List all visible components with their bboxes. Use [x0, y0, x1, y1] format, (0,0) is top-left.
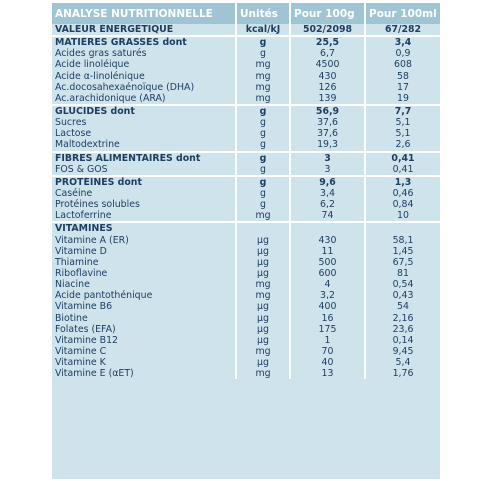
- nutrient-unit: mg: [236, 82, 290, 93]
- nutrient-unit: g: [236, 117, 290, 128]
- nutrient-unit: g: [236, 128, 290, 139]
- header-units: Unités: [236, 3, 290, 24]
- value-per-100ml: 10: [397, 210, 409, 222]
- value-per-100g: 126: [290, 82, 365, 93]
- value-per-100ml: 1,3: [365, 176, 440, 188]
- nutrient-name: Ac.docosahexaénoïque (DHA): [52, 82, 236, 93]
- nutrient-unit: µg: [236, 357, 290, 368]
- nutrient-name: PROTÉINES dont: [52, 176, 236, 188]
- table-row: [52, 105, 440, 117]
- table-row: [52, 222, 440, 234]
- nutrient-unit: g: [236, 105, 290, 117]
- nutrient-name: Vitamine B6: [52, 301, 236, 312]
- value-per-100ml: 3,4: [365, 36, 440, 48]
- table-row: [52, 279, 440, 290]
- nutrient-unit: µg: [236, 246, 290, 257]
- nutrient-name: Acide α-linolénique: [52, 71, 236, 82]
- value-per-100ml: 5,4: [395, 357, 411, 369]
- nutrient-name: Niacine: [52, 279, 236, 290]
- value-per-100ml: 81: [397, 268, 409, 280]
- value-per-100ml: 58: [397, 70, 409, 82]
- nutrient-name: Lactoferrine: [52, 210, 236, 222]
- value-per-100g: 400: [290, 301, 365, 312]
- value-per-100g: 502/2098: [290, 24, 365, 36]
- nutrient-name: Folates (EFA): [52, 324, 236, 335]
- nutrient-unit: µg: [236, 324, 290, 335]
- table-row: [52, 246, 440, 257]
- value-per-100ml: 9,45: [392, 346, 414, 357]
- nutrient-name: Maltodextrine: [52, 139, 236, 151]
- nutrient-unit: mg: [236, 93, 290, 105]
- nutrient-unit: g: [236, 164, 290, 176]
- nutrient-unit: [236, 222, 290, 234]
- table-row: [52, 257, 440, 268]
- nutrient-name: Thiamine: [52, 257, 236, 268]
- value-per-100g: 13: [290, 368, 365, 379]
- table-row: [52, 368, 440, 379]
- table-row: [52, 210, 440, 222]
- value-per-100ml: 2,6: [395, 139, 411, 151]
- value-per-100g: 430: [290, 71, 365, 82]
- value-per-100ml: 0,14: [392, 334, 414, 346]
- value-per-100ml: 19: [397, 92, 409, 104]
- value-per-100g: 4: [290, 279, 365, 290]
- nutrient-unit: g: [236, 48, 290, 59]
- nutrient-unit: g: [236, 199, 290, 210]
- value-per-100ml: 2,16: [392, 312, 414, 324]
- header-analysis: ANALYSE NUTRITIONNELLE: [52, 3, 236, 24]
- nutrient-name: Protéines solubles: [52, 199, 236, 210]
- value-per-100g: 139: [290, 93, 365, 105]
- value-per-100ml: 67,5: [392, 256, 414, 268]
- value-per-100ml: 0,84: [392, 199, 414, 211]
- table-row: [52, 48, 440, 59]
- header-per-100ml: Pour 100ml: [365, 3, 440, 24]
- nutrient-name: VITAMINES: [52, 222, 236, 234]
- nutrient-unit: g: [236, 176, 290, 188]
- nutrient-name: Sucres: [52, 117, 236, 128]
- table-row: [52, 82, 440, 93]
- value-per-100g: 40: [290, 357, 365, 368]
- table-row: [52, 139, 440, 151]
- value-per-100ml: 0,54: [392, 279, 414, 291]
- value-per-100g: 74: [290, 210, 365, 222]
- value-per-100ml: 67/282: [384, 24, 422, 36]
- table-body: [52, 24, 440, 379]
- value-per-100g: 6,7: [290, 48, 365, 59]
- value-per-100ml: 5,1: [395, 117, 411, 129]
- table-row: [52, 268, 440, 279]
- nutrient-name: Biotine: [52, 313, 236, 324]
- nutrient-unit: µg: [236, 335, 290, 346]
- nutrient-unit: g: [236, 139, 290, 151]
- value-per-100ml: 1,76: [392, 368, 414, 380]
- nutrient-name: VALEUR ÉNERGÉTIQUE: [52, 24, 236, 36]
- value-per-100ml: 54: [397, 301, 409, 313]
- value-per-100g: 3: [290, 164, 365, 176]
- value-per-100g: 500: [290, 257, 365, 268]
- nutrient-unit: µg: [236, 313, 290, 324]
- value-per-100ml: 0,43: [392, 290, 414, 302]
- nutrient-unit: g: [236, 188, 290, 199]
- table-row: [52, 152, 440, 164]
- table-row: [52, 117, 440, 128]
- value-per-100g: 25,5: [290, 36, 365, 48]
- value-per-100g: 37,6: [290, 117, 365, 128]
- nutrient-name: Acide pantothénique: [52, 290, 236, 301]
- table-row: [52, 36, 440, 48]
- value-per-100ml: 1,45: [392, 245, 414, 257]
- table-row: [52, 59, 440, 70]
- nutrient-unit: mg: [236, 368, 290, 379]
- value-per-100g: [290, 222, 365, 234]
- value-per-100g: 16: [290, 313, 365, 324]
- value-per-100g: 600: [290, 268, 365, 279]
- table-row: [52, 199, 440, 210]
- table-row: [52, 176, 440, 188]
- nutrient-name: Acide linoléique: [52, 59, 236, 70]
- table-row: [52, 93, 440, 105]
- nutrient-name: Lactose: [52, 128, 236, 139]
- value-per-100g: 9,6: [290, 176, 365, 188]
- table-row: [52, 346, 440, 357]
- nutrient-unit: µg: [236, 257, 290, 268]
- value-per-100ml: [365, 222, 440, 234]
- value-per-100ml: 0,9: [395, 48, 411, 60]
- value-per-100g: 4500: [290, 59, 365, 70]
- value-per-100g: 37,6: [290, 128, 365, 139]
- table-row: [52, 164, 440, 176]
- nutrient-unit: mg: [236, 279, 290, 290]
- table-row: [52, 335, 440, 346]
- nutrient-unit: kcal/kJ: [236, 24, 290, 36]
- value-per-100ml: 0,41: [392, 163, 414, 175]
- nutrient-name: FIBRES ALIMENTAIRES dont: [52, 152, 236, 164]
- value-per-100ml: 608: [394, 59, 412, 71]
- nutrient-unit: mg: [236, 59, 290, 70]
- table-row: [52, 357, 440, 368]
- value-per-100g: 6,2: [290, 199, 365, 210]
- table-row: [52, 24, 440, 36]
- nutrient-name: Vitamine K: [52, 357, 236, 368]
- nutrient-unit: g: [236, 36, 290, 48]
- nutrient-name: Ac.arachidonique (ARA): [52, 93, 236, 105]
- nutrient-name: Acides gras saturés: [52, 48, 236, 59]
- value-per-100g: 56,9: [290, 105, 365, 117]
- nutrient-unit: µg: [236, 301, 290, 312]
- nutrition-table: [52, 3, 440, 379]
- nutrient-name: Vitamine C: [52, 346, 236, 357]
- value-per-100ml: 0,46: [392, 188, 414, 200]
- nutrient-unit: mg: [236, 290, 290, 301]
- value-per-100ml: 23,6: [392, 323, 414, 335]
- value-per-100g: 3,4: [290, 188, 365, 199]
- table-row: [52, 128, 440, 139]
- nutrient-name: Riboflavine: [52, 268, 236, 279]
- value-per-100g: 175: [290, 324, 365, 335]
- nutrient-name: Vitamine E (αET): [52, 368, 236, 379]
- nutrient-unit: g: [236, 152, 290, 164]
- header-per-100g: Pour 100g: [290, 3, 365, 24]
- table-row: [52, 290, 440, 301]
- nutrient-name: FOS & GOS: [52, 164, 236, 176]
- value-per-100g: 3: [290, 152, 365, 164]
- value-per-100ml: 7,7: [365, 105, 440, 117]
- nutrient-unit: µg: [236, 268, 290, 279]
- value-per-100ml: 58,1: [392, 234, 414, 246]
- nutrition-label: [52, 3, 440, 479]
- value-per-100ml: 17: [397, 81, 409, 93]
- value-per-100g: 3,2: [290, 290, 365, 301]
- nutrient-name: GLUCIDES dont: [52, 105, 236, 117]
- nutrient-name: Vitamine D: [52, 246, 236, 257]
- value-per-100g: 430: [290, 235, 365, 246]
- nutrient-unit: µg: [236, 235, 290, 246]
- table-header: [52, 3, 440, 24]
- nutrient-unit: mg: [236, 71, 290, 82]
- value-per-100g: 70: [290, 346, 365, 357]
- value-per-100g: 1: [290, 335, 365, 346]
- table-row: [52, 324, 440, 335]
- nutrient-unit: mg: [236, 210, 290, 222]
- value-per-100g: 19,3: [290, 139, 365, 151]
- nutrient-name: Vitamine A (ER): [52, 235, 236, 246]
- nutrient-name: MATIÈRES GRASSES dont: [52, 36, 236, 48]
- table-row: [52, 71, 440, 82]
- nutrient-unit: mg: [236, 346, 290, 357]
- table-row: [52, 313, 440, 324]
- nutrient-name: Caséine: [52, 188, 236, 199]
- table-row: [52, 188, 440, 199]
- table-row: [52, 235, 440, 246]
- value-per-100g: 11: [290, 246, 365, 257]
- value-per-100ml: 0,41: [365, 152, 440, 164]
- nutrient-name: Vitamine B12: [52, 335, 236, 346]
- table-row: [52, 301, 440, 312]
- value-per-100ml: 5,1: [395, 128, 411, 140]
